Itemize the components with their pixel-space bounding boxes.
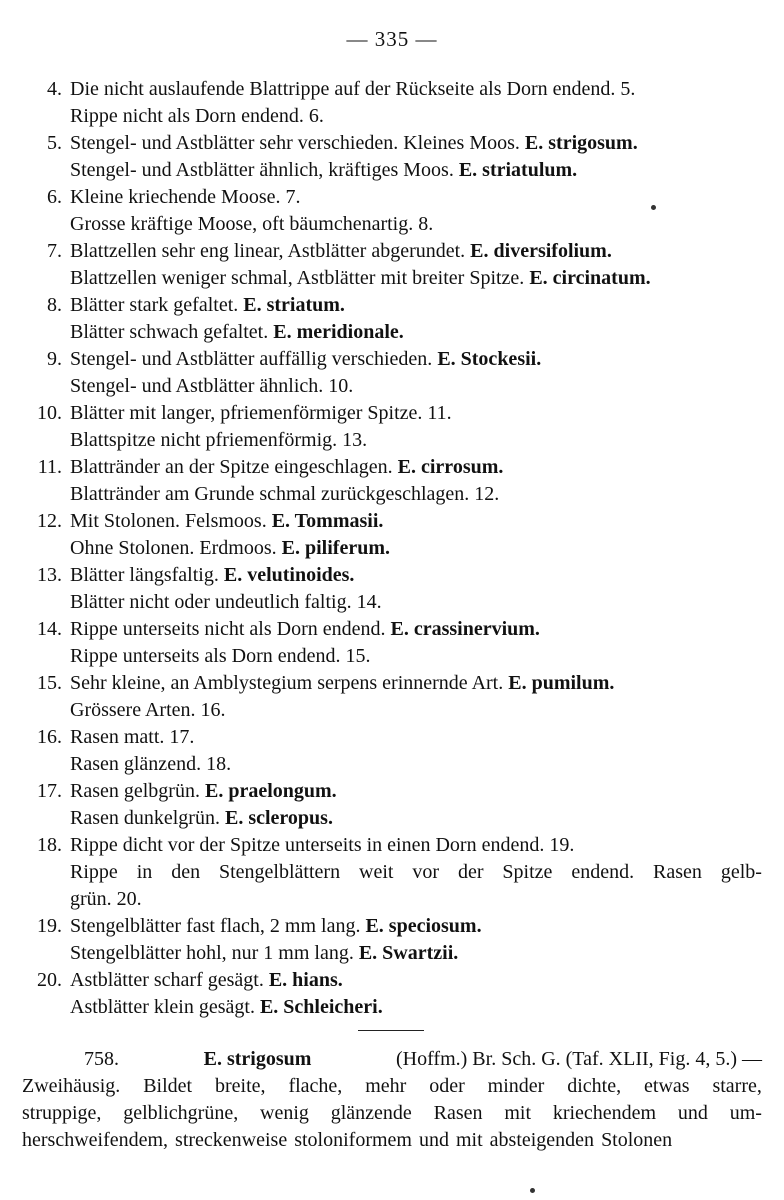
key-entry-number: 13. [37,564,62,586]
key-line [70,913,762,940]
key-entry [22,778,762,832]
key-entry-number: 17. [37,780,62,802]
print-speck [530,1188,535,1193]
taxon-name: E. striatulum. [458,159,578,181]
species-name: E. strigosum [203,1048,312,1070]
taxon-name: E. crassinervium. [390,618,540,640]
key-line [70,130,762,157]
taxon-name: E. speciosum. [365,915,482,937]
key-entry [22,913,762,967]
key-line-text: Blätter stark gefaltet. [70,294,239,316]
key-line-text: Astblätter klein gesägt. [70,996,255,1018]
key-entry-number: 16. [37,726,62,748]
key-line [70,886,762,913]
taxon-name: E. piliferum. [281,537,390,559]
key-line [70,778,762,805]
description-line: Zweihäusig. Bildet breite, flache, mehr oder minder dichte, etwas starre, [22,1075,762,1097]
key-line [70,184,762,211]
key-entry [22,454,762,508]
key-line [70,967,762,994]
key-line [70,373,762,400]
key-entry-number: 12. [37,510,62,532]
key-line-text: Blätter schwach gefaltet. [70,321,269,343]
taxon-name: E. Schleicheri. [259,996,383,1018]
key-line-text: Rippe dicht vor der Spitze unterseits in einen Dorn endend. 19. [70,834,575,856]
key-line-text: Kleine kriechende Moose. 7. [70,186,301,208]
key-line-text: Grössere Arten. 16. [70,699,226,721]
taxon-name: E. praelongum. [204,780,337,802]
key-line [70,238,762,265]
description-first-line [22,1046,762,1073]
key-line [70,805,762,832]
key-line [70,616,762,643]
key-entry-number: 9. [47,348,62,370]
key-line [70,832,762,859]
key-line-text: Blattzellen sehr eng linear, Astblätter abgerundet. [70,240,466,262]
key-line-text: grün. 20. [70,888,142,910]
key-entry-number: 18. [37,834,62,856]
key-line-text: Stengel- und Astblätter auffällig verschieden. [70,348,433,370]
description-line: struppige, gelblichgrüne, wenig glänzende Rasen mit kriechendem und um- [22,1102,762,1124]
key-entry [22,400,762,454]
taxon-name: E. pumilum. [508,672,615,694]
key-entry-number: 20. [37,969,62,991]
key-line-text: Rippe unterseits als Dorn endend. 15. [70,645,371,667]
key-line [70,481,762,508]
key-line [70,292,762,319]
print-speck [651,205,656,210]
key-line [70,535,762,562]
taxon-name: E. meridionale. [273,321,404,343]
key-line-text: Mit Stolonen. Felsmoos. [70,510,267,532]
key-line [70,724,762,751]
key-line-text: Blattränder an der Spitze eingeschlagen. [70,456,393,478]
key-line [70,454,762,481]
key-line: Rippe in den Stengelblättern weit vor der Spitze endend. Rasen gelb- [70,861,762,883]
key-entry-number: 19. [37,915,62,937]
key-line-text: Sehr kleine, an Amblystegium serpens erinnernde Art. [70,672,504,694]
taxon-name: E. cirrosum. [397,456,504,478]
key-line [70,76,762,103]
key-entry [22,238,762,292]
key-line-text: Blattspitze nicht pfriemenförmig. 13. [70,429,368,451]
taxon-name: E. strigosum. [524,132,638,154]
key-line-text: Rippe nicht als Dorn endend. 6. [70,105,324,127]
taxon-name: E. hians. [268,969,343,991]
identification-key [22,76,762,1021]
key-line-text: Rasen glänzend. 18. [70,753,232,775]
key-entry-number: 7. [47,240,62,262]
description-line: herschweifendem, streckenweise stoloniformem und mit absteigenden Stolonen [22,1129,673,1151]
species-authority: (Hoffm.) Br. Sch. G. (Taf. XLII, Fig. 4, 5.) — [396,1048,762,1070]
key-line [70,994,762,1021]
taxon-name: E. striatum. [243,294,345,316]
key-entry [22,670,762,724]
key-line [70,211,762,238]
key-entry [22,292,762,346]
key-entry [22,562,762,616]
key-entry [22,76,762,130]
key-line-text: Astblätter scharf gesägt. [70,969,264,991]
key-line [70,265,762,292]
key-line-text: Grosse kräftige Moose, oft bäumchenartig. 8. [70,213,434,235]
key-entry [22,346,762,400]
species-description [22,1046,762,1154]
key-entry-number: 8. [47,294,62,316]
key-entry [22,724,762,778]
key-line-text: Ohne Stolonen. Erdmoos. [70,537,277,559]
key-line [70,643,762,670]
taxon-name: E. velutinoides. [223,564,355,586]
key-line-text: Blätter längsfaltig. [70,564,219,586]
key-entry-number: 6. [47,186,62,208]
section-divider [358,1030,424,1031]
key-line-text: Rasen matt. 17. [70,726,195,748]
taxon-name: E. Stockesii. [437,348,542,370]
key-entry-number: 14. [37,618,62,640]
key-line [70,697,762,724]
key-line-text: Rippe unterseits nicht als Dorn endend. [70,618,386,640]
key-line [70,589,762,616]
key-line [70,103,762,130]
key-entry [22,616,762,670]
key-line-text: Blattränder am Grunde schmal zurückgeschlagen. 12. [70,483,500,505]
taxon-name: E. circinatum. [529,267,651,289]
key-entry-number: 11. [37,456,62,478]
key-line-text: Stengel- und Astblätter ähnlich. 10. [70,375,354,397]
key-line-text: Blattzellen weniger schmal, Astblätter mit breiter Spitze. [70,267,525,289]
key-entry-number: 5. [47,132,62,154]
species-number: 758. [84,1048,119,1070]
key-line-text: Blätter nicht oder undeutlich faltig. 14. [70,591,382,613]
key-line [70,670,762,697]
taxon-name: E. scleropus. [224,807,333,829]
key-line [70,508,762,535]
key-entry [22,508,762,562]
key-entry [22,130,762,184]
key-line-text: Rasen dunkelgrün. [70,807,220,829]
taxon-name: E. Tommasii. [271,510,384,532]
key-line [70,346,762,373]
key-entry [22,184,762,238]
key-line [70,400,762,427]
taxon-name: E. Swartzii. [358,942,459,964]
page-number: — 335 — [346,27,438,51]
key-line [70,319,762,346]
key-entry-number: 15. [37,672,62,694]
key-line [70,157,762,184]
key-line-text: Blätter mit langer, pfriemenförmiger Spitze. 11. [70,402,452,424]
key-line-text: Stengel- und Astblätter sehr verschieden. Kleines Moos. [70,132,520,154]
key-line [70,751,762,778]
key-entry [22,967,762,1021]
key-line-text: Rasen gelbgrün. [70,780,200,802]
key-entry-number: 10. [37,402,62,424]
key-line [70,562,762,589]
key-line-text: Stengelblätter hohl, nur 1 mm lang. [70,942,354,964]
key-line-text: Stengelblätter fast flach, 2 mm lang. [70,915,361,937]
key-entry [22,832,762,913]
key-entry-number: 4. [47,78,62,100]
key-line [70,427,762,454]
key-line-text: Stengel- und Astblätter ähnlich, kräftiges Moos. [70,159,454,181]
key-line-text: Die nicht auslaufende Blattrippe auf der Rückseite als Dorn endend. 5. [70,78,636,100]
taxon-name: E. diversifolium. [470,240,612,262]
key-line [70,940,762,967]
